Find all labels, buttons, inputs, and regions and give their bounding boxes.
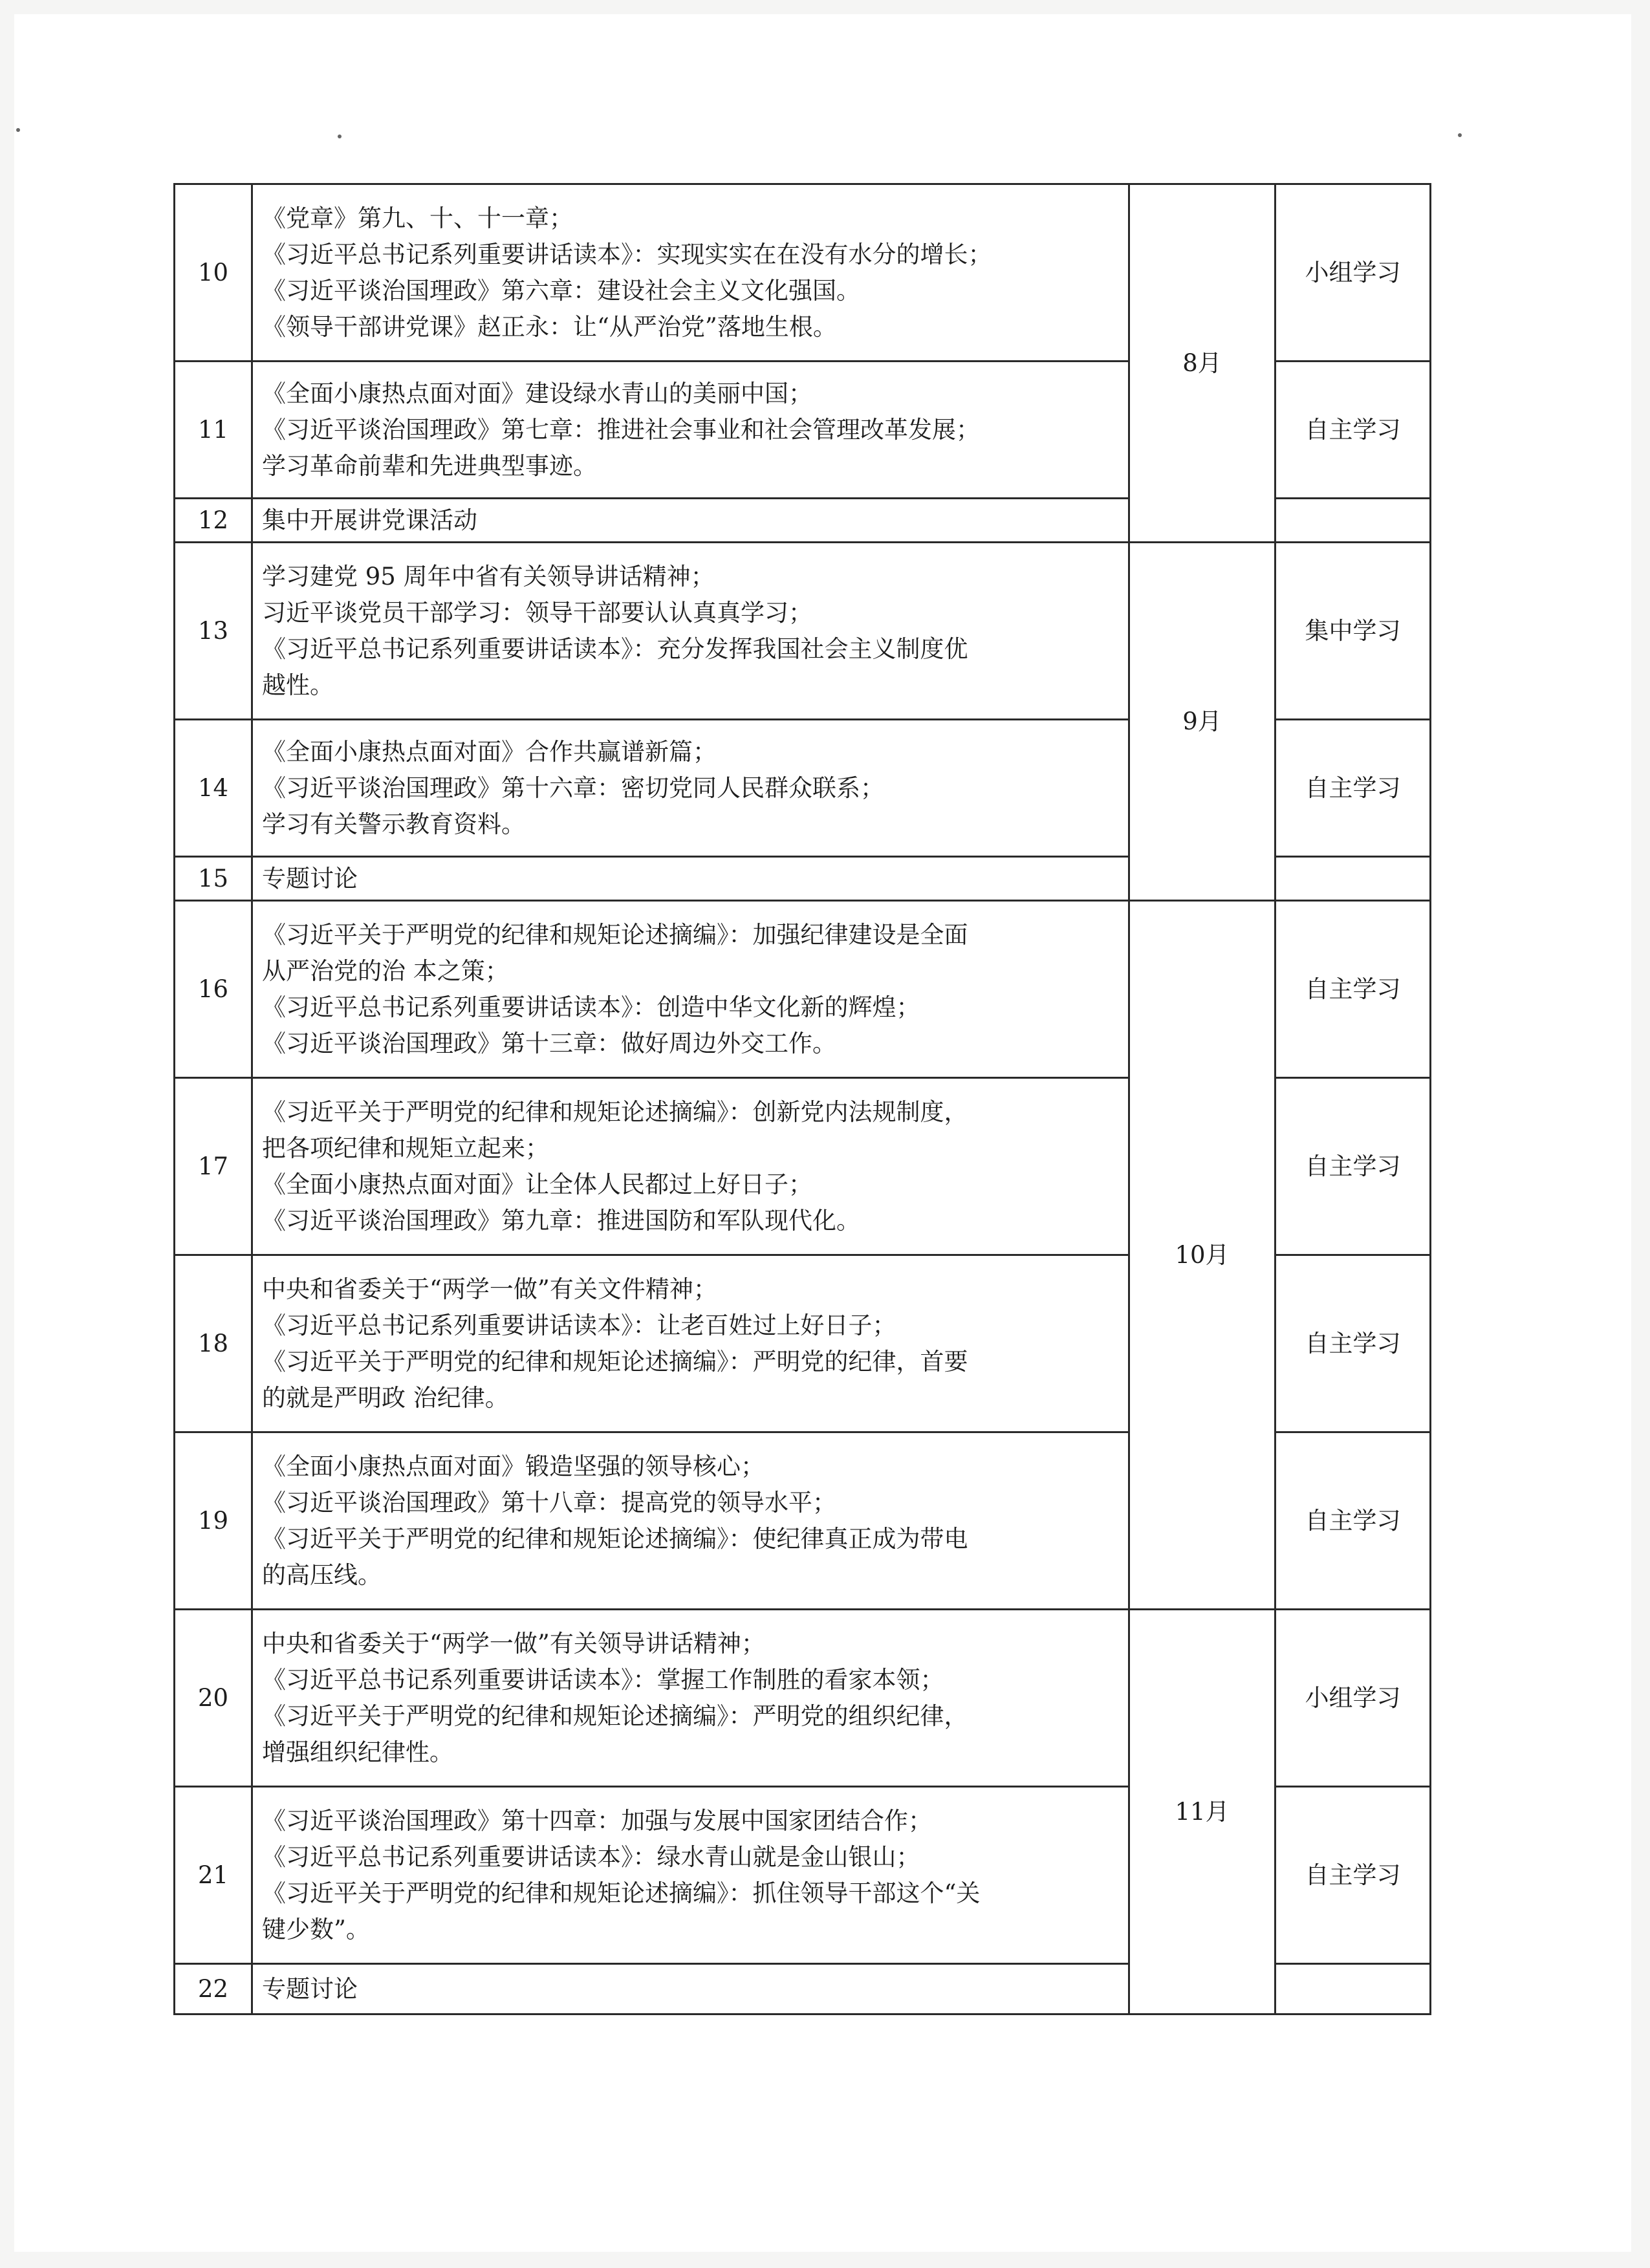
content-line: 《习近平关于严明党的纪律和规矩论述摘编》：抓住领导干部这个“关 — [262, 1879, 981, 1907]
content-line: 《习近平谈治国理政》第十六章：密切党同人民群众联系； — [262, 773, 884, 802]
study-form: 小组学习 — [1275, 184, 1431, 362]
row-number: 16 — [175, 901, 252, 1078]
content-line: 集中开展讲党课活动 — [262, 506, 477, 534]
study-content — [252, 1078, 1129, 1255]
content-line: 《习近平总书记系列重要讲话读本》：掌握工作制胜的看家本领； — [262, 1665, 944, 1694]
month-cell: 9月 — [1129, 543, 1275, 901]
row-number: 13 — [175, 543, 252, 720]
table-row — [175, 901, 1431, 1078]
content-line: 《党章》第九、十、十一章； — [262, 204, 573, 232]
content-line: 越性。 — [262, 671, 334, 699]
content-line: 《习近平谈治国理政》第十三章：做好周边外交工作。 — [262, 1029, 836, 1057]
study-content — [252, 1610, 1129, 1787]
content-line: 《习近平关于严明党的纪律和规矩论述摘编》：使纪律真正成为带电 — [262, 1524, 968, 1553]
content-line: 《全面小康热点面对面》合作共赢谱新篇； — [262, 737, 717, 766]
row-number: 18 — [175, 1255, 252, 1432]
row-number: 22 — [175, 1964, 252, 2014]
study-form: 自主学习 — [1275, 362, 1431, 499]
content-line: 《全面小康热点面对面》建设绿水青山的美丽中国； — [262, 379, 812, 407]
scan-speck — [16, 128, 20, 132]
content-line: 《习近平关于严明党的纪律和规矩论述摘编》：创新党内法规制度， — [262, 1097, 968, 1126]
study-form — [1275, 1964, 1431, 2014]
study-content — [252, 901, 1129, 1078]
scan-speck — [338, 135, 342, 138]
content-line: 《习近平谈治国理政》第十四章：加强与发展中国家团结合作； — [262, 1806, 932, 1835]
content-line: 把各项纪律和规矩立起来； — [262, 1134, 549, 1162]
study-content — [252, 1964, 1129, 2014]
content-line: 《习近平谈治国理政》第十八章：提高党的领导水平； — [262, 1488, 836, 1517]
scan-speck — [1458, 133, 1462, 137]
content-line: 习近平谈党员干部学习：领导干部要认认真真学习； — [262, 598, 812, 627]
content-line: 增强组织纪律性。 — [262, 1738, 453, 1766]
study-form: 自主学习 — [1275, 1787, 1431, 1964]
content-line: 的就是严明政 治纪律。 — [262, 1383, 509, 1412]
content-line: 学习建党 95 周年中省有关领导讲话精神； — [262, 562, 715, 590]
study-content — [252, 1255, 1129, 1432]
study-content — [252, 499, 1129, 543]
row-number: 19 — [175, 1432, 252, 1610]
month-cell: 10月 — [1129, 901, 1275, 1610]
content-line: 中央和省委关于“两学一做”有关文件精神； — [262, 1275, 717, 1303]
row-number: 10 — [175, 184, 252, 362]
study-content — [252, 362, 1129, 499]
content-line: 《习近平总书记系列重要讲话读本》：让老百姓过上好日子； — [262, 1311, 896, 1339]
content-line: 《习近平关于严明党的纪律和规矩论述摘编》：严明党的组织纪律， — [262, 1701, 968, 1730]
content-line: 《习近平总书记系列重要讲话读本》：实现实实在在没有水分的增长； — [262, 240, 992, 268]
study-form — [1275, 857, 1431, 901]
table-row — [175, 1610, 1431, 1787]
content-line: 键少数”。 — [262, 1915, 370, 1943]
study-form: 集中学习 — [1275, 543, 1431, 720]
row-number: 21 — [175, 1787, 252, 1964]
study-form: 自主学习 — [1275, 901, 1431, 1078]
content-line: 《领导干部讲党课》赵正永：让“从严治党”落地生根。 — [262, 312, 837, 341]
table-row — [175, 543, 1431, 720]
row-number: 11 — [175, 362, 252, 499]
content-line: 《习近平总书记系列重要讲话读本》：充分发挥我国社会主义制度优 — [262, 634, 968, 663]
study-content — [252, 184, 1129, 362]
content-line: 《习近平关于严明党的纪律和规矩论述摘编》：严明党的纪律，首要 — [262, 1347, 968, 1376]
row-number: 20 — [175, 1610, 252, 1787]
content-line: 《习近平总书记系列重要讲话读本》：创造中华文化新的辉煌； — [262, 993, 920, 1021]
content-line: 《全面小康热点面对面》让全体人民都过上好日子； — [262, 1170, 812, 1198]
content-line: 《全面小康热点面对面》锻造坚强的领导核心； — [262, 1452, 765, 1480]
study-form — [1275, 499, 1431, 543]
study-content — [252, 720, 1129, 857]
content-line: 学习革命前辈和先进典型事迹。 — [262, 451, 597, 480]
study-form: 自主学习 — [1275, 1255, 1431, 1432]
content-line: 专题讨论 — [262, 864, 358, 892]
study-content — [252, 857, 1129, 901]
content-line: 中央和省委关于“两学一做”有关领导讲话精神； — [262, 1629, 765, 1658]
study-form: 自主学习 — [1275, 720, 1431, 857]
row-number: 17 — [175, 1078, 252, 1255]
study-form: 自主学习 — [1275, 1432, 1431, 1610]
content-line: 《习近平谈治国理政》第六章：建设社会主义文化强国。 — [262, 276, 860, 305]
study-content — [252, 543, 1129, 720]
content-line: 的高压线。 — [262, 1561, 382, 1589]
study-schedule-table — [173, 183, 1431, 2015]
study-content — [252, 1432, 1129, 1610]
content-line: 《习近平谈治国理政》第九章：推进国防和军队现代化。 — [262, 1206, 860, 1235]
study-form: 小组学习 — [1275, 1610, 1431, 1787]
month-cell: 8月 — [1129, 184, 1275, 543]
table-row — [175, 184, 1431, 362]
content-line: 《习近平谈治国理政》第七章：推进社会事业和社会管理改革发展； — [262, 415, 980, 444]
study-content — [252, 1787, 1129, 1964]
study-form: 自主学习 — [1275, 1078, 1431, 1255]
row-number: 14 — [175, 720, 252, 857]
row-number: 12 — [175, 499, 252, 543]
month-cell: 11月 — [1129, 1610, 1275, 2014]
content-line: 《习近平总书记系列重要讲话读本》：绿水青山就是金山银山； — [262, 1842, 920, 1871]
content-line: 专题讨论 — [262, 1974, 358, 2003]
content-line: 《习近平关于严明党的纪律和规矩论述摘编》：加强纪律建设是全面 — [262, 920, 968, 949]
content-line: 从严治党的治 本之策； — [262, 956, 509, 985]
content-line: 学习有关警示教育资料。 — [262, 810, 525, 838]
row-number: 15 — [175, 857, 252, 901]
